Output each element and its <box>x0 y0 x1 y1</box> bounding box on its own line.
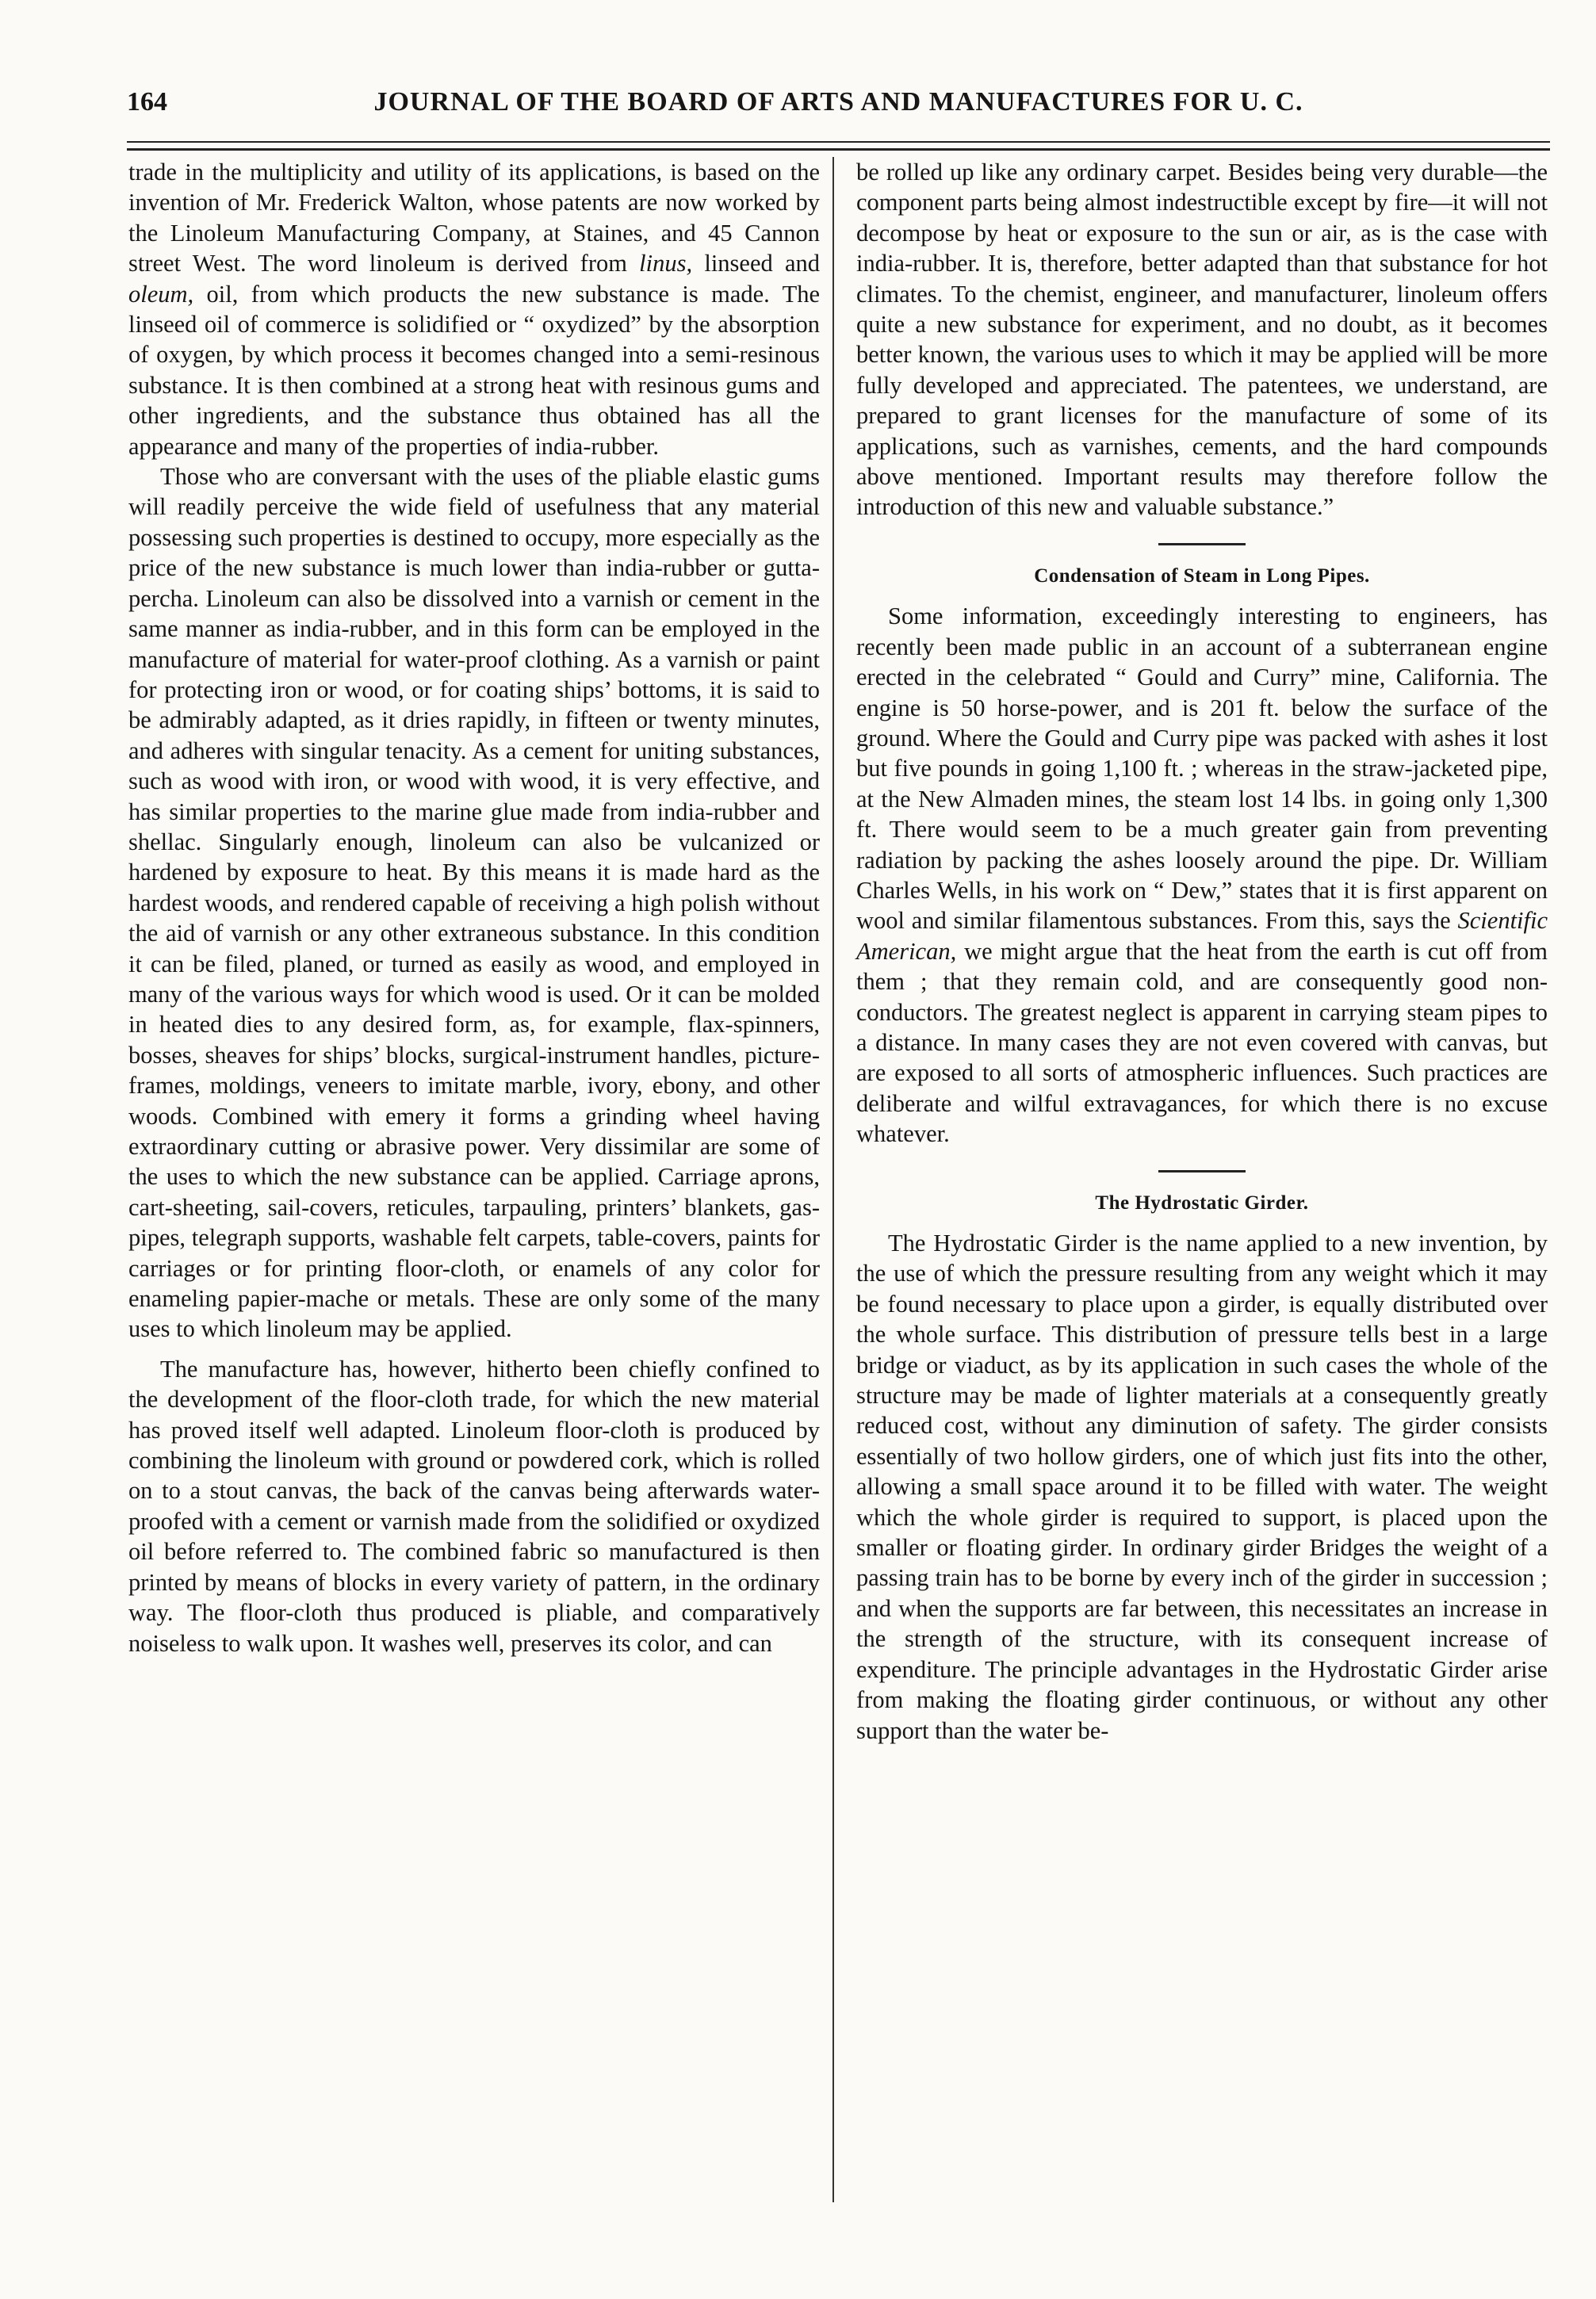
section-heading-condensation: Condensation of Steam in Long Pipes. <box>1034 564 1370 587</box>
page-number: 164 <box>127 87 167 117</box>
page-header <box>127 87 1550 135</box>
paragraph: be rolled up like any ordinary carpet. Besides being very durable—the component parts being almost indestructible except by fire—it will not decompose by heat or exposure to the sun or air, as is the case with india-rubber. It is, therefore, better adapted than that substance for hot climates. To the chemist, engineer, and manufacturer, linoleum offers quite a new substance for experiment, and no doubt, as it becomes better known, the various uses to which it may be applied will be more fully developed and appreciated. The patentees, we understand, are prepared to grant licenses for the manufacture of some of its applications, such as varnishes, cements, and the hard compounds above mentioned. Important results may therefore follow the introduction of this new and valuable substance.” <box>856 159 1548 521</box>
column-divider <box>832 157 834 2202</box>
section-rule <box>1158 543 1246 545</box>
paragraph <box>128 157 820 461</box>
paragraph-text: oil, from which products the new substance is made. The linseed oil of commerce is solidified or “ oxydized” by the absorption of oxygen, by which process it becomes changed into a semi-resinous substance. It is then combined at a strong heat with resinous gums and other ingredients, and the substance thus obtained has all the appearance and many of the properties of india-rubber. <box>128 280 821 460</box>
left-column <box>128 157 820 1658</box>
header-double-rule <box>127 141 1550 151</box>
paragraph-text: trade in the multiplicity and utility of its applications, is based on the invention of Mr. Frederick Walton, whose patents are now worked by the Linoleum Manufacturing Company, at Staines, and 45 Cannon street West. The word linoleum is derived from <box>128 159 820 277</box>
italic-publication: Scientific American, <box>856 907 1548 965</box>
paragraph-text: Some information, exceedingly interesting to engineers, has recently been made public in an account of a subterranean engine erected in the celebrated “ Gould and Curry” mine, California. The engine is 50 horse-power, and is 201 ft. below the surface of the ground. Where the Gould and Curry pipe was packed with ashes it lost but five pounds in going 1,100 ft. ; whereas in the straw-jacketed pipe, at the New Almaden mines, the steam lost 14 lbs. in going only 1,300 ft. There would seem to be a much greater gain from preventing radiation by packing the ashes loosely around the pipe. Dr. William Charles Wells, in his work on “ Dew,” states that it is first apparent on wool and similar filamentous substances. From this, says the <box>856 602 1548 935</box>
right-column <box>856 157 1548 1746</box>
paragraph: The manufacture has, however, hitherto been chiefly confined to the development of the floor-cloth trade, for which the new material has proved itself well adapted. Linoleum floor-cloth is produced by combining the linoleum with ground or powdered cork, which is rolled on to a stout canvas, the back of the canvas being afterwards water-proofed with a cement or varnish made from the solidified or oxydized oil before referred to. The combined fabric so manufactured is then printed by means of blocks in every variety of pattern, in the ordinary way. The floor-cloth thus produced is pliable, and comparatively noiseless to walk upon. It washes well, preserves its color, and can <box>128 1355 820 1657</box>
running-title: JOURNAL OF THE BOARD OF ARTS AND MANUFACTURES FOR U. C. <box>373 87 1303 117</box>
italic-term: linus, <box>639 250 693 277</box>
italic-term: oleum, <box>128 280 194 308</box>
paragraph-text: we might argue that the heat from the earth is cut off from them ; that they remain cold, and are consequently good non-conductors. The greatest neglect is apparent in carrying steam pipes to a distance. In many cases they are not even covered with canvas, but are exposed to all sorts of atmospheric influences. Such practices are deliberate and wilful extravagances, for which there is no excuse whatever. <box>856 937 1548 1148</box>
paragraph-text: linseed and <box>704 250 820 277</box>
paragraph: Those who are conversant with the uses of the pliable elastic gums will readily perceive the wide field of usefulness that any material possessing such properties is destined to occupy, more especially as the price of the new substance is much lower than india-rubber or gutta-percha. Linoleum can also be dissolved into a varnish or cement in the same manner as india-rubber, and in this form can be employed in the manufacture of material for water-proof clothing. As a varnish or paint for protecting iron or wood, or for coating ships’ bottoms, it is said to be admirably adapted, as it dries rapidly, in fifteen or twenty minutes, and adheres with singular tenacity. As a cement for uniting substances, such as wood with iron, or wood with wood, it is very effective, and has similar properties to the marine glue made from india-rubber and shellac. Singularly enough, linoleum can also be vulcanized or hardened by exposure to heat. By this means it is made hard as the hardest woods, and rendered capable of receiving a high polish without the aid of varnish or any other extraneous substance. In this condition it can be filed, planed, or turned as easily as wood, and employed in many of the various ways for which wood is used. Or it can be molded in heated dies to any desired form, as, for example, flax-spinners, bosses, sheaves for ships’ blocks, surgical-instrument handles, picture-frames, moldings, veneers to imitate marble, ivory, ebony, and other woods. Combined with emery it forms a grinding wheel having extraordinary cutting or abrasive power. Very dissimilar are some of the uses to which the new substance can be applied. Carriage aprons, cart-sheeting, sail-covers, reticules, tarpauling, printers’ blankets, gas-pipes, telegraph supports, washable felt carpets, table-covers, paints for carriages or for printing floor-cloth, or enamels of any color for enameling papier-mache or metals. These are only some of the many uses to which linoleum may be applied. <box>128 463 820 1343</box>
section-rule <box>1158 1170 1246 1172</box>
paragraph <box>856 601 1548 1149</box>
paragraph: The Hydrostatic Girder is the name applied to a new invention, by the use of which the pressure resulting from any weight which it may be found necessary to place upon a girder, is equally distributed over the whole surface. This distribution of pressure tells best in a large bridge or viaduct, as by its application in such cases the whole of the structure may be made of lighter materials at a consequently greatly reduced cost, without any diminution of safety. The girder consists essentially of two hollow girders, one of which just fits into the other, allowing a small space around it to be filled with water. The weight which the whole girder is required to support, is placed upon the smaller or floating girder. In ordinary girder Bridges the weight of a passing train has to be borne by every inch of the girder in succession ; and when the supports are far between, this necessitates an increase in the strength of the structure, with its consequent increase of expenditure. The principle advantages in the Hydrostatic Girder arise from making the floating girder continuous, or without any other support than the water be- <box>856 1230 1548 1744</box>
section-heading-hydrostatic: The Hydrostatic Girder. <box>1095 1192 1309 1214</box>
